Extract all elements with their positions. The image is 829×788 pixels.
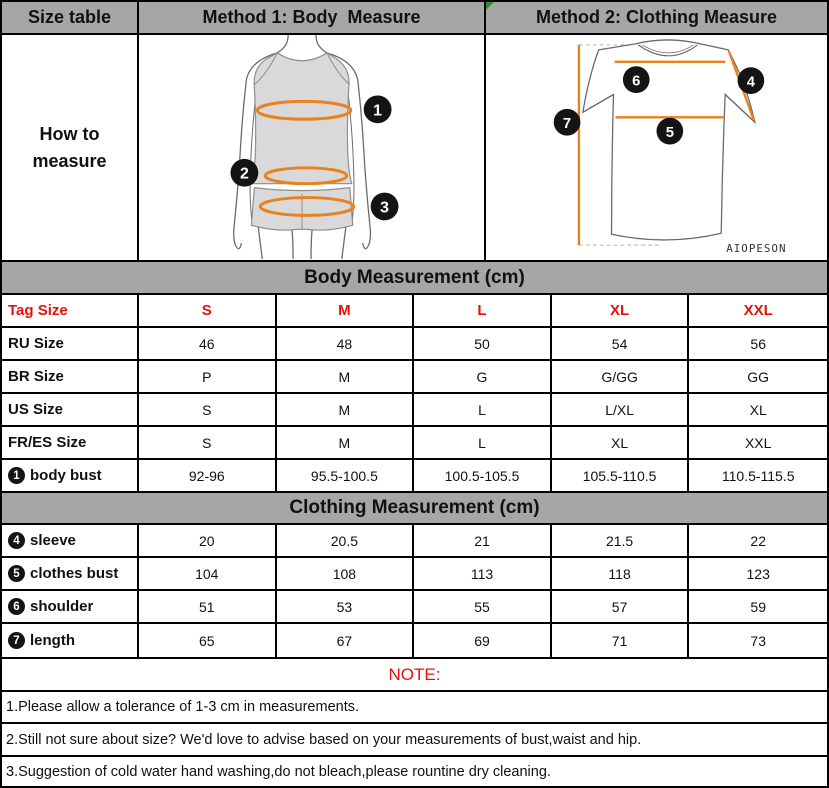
row-label: RU Size [2, 328, 139, 359]
svg-text:5: 5 [665, 125, 674, 142]
row-label-text: sleeve [30, 532, 76, 549]
cell-value: 51 [139, 591, 277, 622]
badge-4-icon: 4 [8, 532, 25, 549]
cell-value: XXL [744, 434, 772, 451]
note-text-1: 1.Please allow a tolerance of 1-3 cm in measurements. [6, 699, 360, 715]
header-method2 [486, 2, 827, 33]
row-label [2, 460, 139, 491]
cell-value: S [139, 427, 277, 458]
row-label: US Size [2, 394, 139, 425]
illustration-row [2, 35, 827, 262]
body-measurement-title-row [2, 262, 827, 295]
cell-value: G [414, 361, 552, 392]
cell-value: 50 [414, 328, 552, 359]
svg-text:1: 1 [373, 102, 383, 120]
cell-value: GG [747, 368, 770, 385]
table-row-sleeve [2, 525, 827, 558]
row-label [2, 591, 139, 622]
body-badge-1-icon [364, 95, 392, 123]
cell-value: 95.5-100.5 [277, 460, 415, 491]
body-figure-illustration [139, 35, 484, 260]
row-label: BR Size [2, 361, 139, 392]
shirt-badge-6-icon [623, 66, 650, 93]
header-row [2, 2, 827, 35]
row-label-text: shoulder [30, 598, 94, 615]
svg-text:2: 2 [239, 165, 249, 183]
note-title: NOTE: [388, 664, 441, 684]
cell-value: 65 [139, 624, 277, 657]
table-row-fres-size [2, 427, 827, 460]
cell-value: 67 [277, 624, 415, 657]
note-row-1 [2, 692, 827, 724]
row-label [2, 558, 139, 589]
clothing-measure-illustration [486, 35, 827, 260]
size-col-m: M [277, 295, 415, 326]
row-label: FR/ES Size [2, 427, 139, 458]
badge-6-icon: 6 [8, 598, 25, 615]
note-text-3: 3.Suggestion of cold water hand washing,do not bleach,please rountine dry cleaning. [6, 763, 551, 780]
note-text-2: 2.Still not sure about size? We'd love to advise based on your measurements of bust,waist and hip. [6, 731, 642, 748]
table-row-body-bust [2, 460, 827, 493]
table-row-us-size [2, 394, 827, 427]
cell-value: 20.5 [277, 525, 415, 556]
badge-5-icon: 5 [8, 565, 25, 582]
how-to-line1: How to [39, 123, 100, 144]
shirt-badge-7-icon [554, 109, 581, 136]
row-label [2, 525, 139, 556]
size-col-s: S [139, 295, 277, 326]
cell-value: 113 [414, 558, 552, 589]
table-row-shoulder [2, 591, 827, 624]
cell-value: M [277, 394, 415, 425]
note-row-2 [2, 724, 827, 757]
how-to-line2: measure [32, 150, 107, 171]
how-to-measure-label [2, 35, 139, 260]
cell-value: 21 [414, 525, 552, 556]
tag-size-label: Tag Size [2, 295, 139, 326]
tshirt-illustration [486, 35, 827, 260]
cell-value: 73 [750, 632, 766, 649]
cell-corner-marker-icon [486, 2, 494, 10]
cell-value: 59 [750, 598, 766, 615]
cell-value: 20 [139, 525, 277, 556]
size-col-xl: XL [552, 295, 690, 326]
svg-text:7: 7 [562, 116, 572, 133]
note-row-3 [2, 757, 827, 786]
body-measurement-title: Body Measurement (cm) [2, 262, 827, 293]
cell-value: XL [552, 427, 690, 458]
cell-value: 53 [277, 591, 415, 622]
svg-text:6: 6 [632, 73, 641, 90]
row-label-text: clothes bust [30, 565, 119, 582]
table-row-clothes-bust [2, 558, 827, 591]
cell-value: L [414, 394, 552, 425]
cell-value: 92-96 [139, 460, 277, 491]
cell-value: 104 [139, 558, 277, 589]
row-label [2, 624, 139, 657]
body-badge-2-icon [230, 159, 258, 187]
table-row-ru-size [2, 328, 827, 361]
clothing-measurement-title: Clothing Measurement (cm) [2, 493, 827, 523]
cell-value: 21.5 [552, 525, 690, 556]
cell-value: 108 [277, 558, 415, 589]
cell-value: G/GG [552, 361, 690, 392]
svg-text:3: 3 [380, 199, 390, 217]
shirt-badge-4-icon [738, 67, 765, 94]
cell-value: XL [749, 401, 767, 418]
cell-value: 100.5-105.5 [414, 460, 552, 491]
cell-value: 71 [552, 624, 690, 657]
cell-value: L [414, 427, 552, 458]
body-measure-illustration [139, 35, 486, 260]
cell-value: 110.5-115.5 [721, 467, 795, 484]
body-badge-3-icon [371, 193, 399, 221]
row-label-text: body bust [30, 467, 102, 484]
cell-value: 56 [750, 335, 766, 352]
svg-text:4: 4 [746, 74, 756, 91]
tag-size-row [2, 295, 827, 328]
header-size-table: Size table [2, 2, 139, 33]
cell-value: 123 [746, 565, 770, 582]
cell-value: 118 [552, 558, 690, 589]
cell-value: 55 [414, 591, 552, 622]
cell-value: 69 [414, 624, 552, 657]
cell-value: S [139, 394, 277, 425]
clothing-measurement-title-row [2, 493, 827, 525]
row-label-text: length [30, 632, 75, 649]
cell-value: 54 [552, 328, 690, 359]
header-method1: Method 1: Body Measure [139, 2, 486, 33]
table-row-length [2, 624, 827, 659]
note-title-row [2, 659, 827, 692]
cell-value: 105.5-110.5 [552, 460, 690, 491]
header-method2-label: Method 2: Clothing Measure [535, 7, 777, 27]
cell-value: 46 [139, 328, 277, 359]
cell-value: 48 [277, 328, 415, 359]
size-col-xxl: XXL [743, 302, 773, 319]
cell-value: 57 [552, 591, 690, 622]
cell-value: M [277, 427, 415, 458]
size-col-l: L [414, 295, 552, 326]
cell-value: P [139, 361, 277, 392]
table-row-br-size [2, 361, 827, 394]
shirt-badge-5-icon [657, 118, 684, 145]
badge-1-icon: 1 [8, 467, 25, 484]
cell-value: M [277, 361, 415, 392]
brand-label: AIOPESON [726, 242, 787, 256]
badge-7-icon: 7 [8, 632, 25, 649]
cell-value: L/XL [552, 394, 690, 425]
cell-value: 22 [750, 532, 766, 549]
